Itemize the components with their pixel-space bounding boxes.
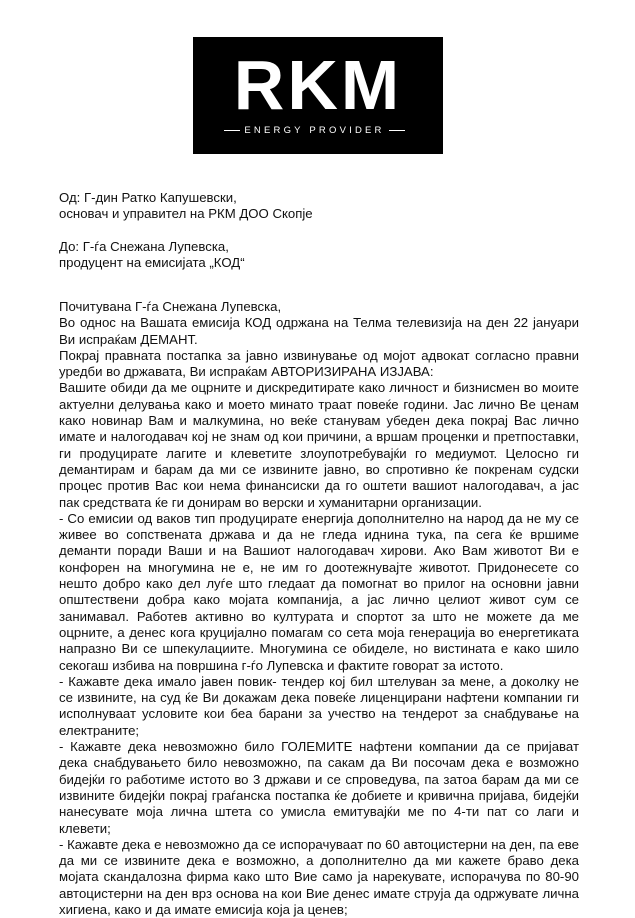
logo-main-text: RKM [233,46,403,124]
body-paragraph: Во однос на Вашата емисија КОД одржана на Телма телевизија на ден 22 јануари Ви испраќам ДЕМАНТ. [59,315,579,347]
recipient-title: продуцент на емисијата „КОД“ [59,254,245,270]
body-paragraph: Вашите обиди да ме оцрните и дискредитирате како личност и бизнисмен во моите актуелни делувања како и моето минато траат повеќе години. Јас лично Ве ценам како новинар Вам и малкумина, но веќе станувам убеден дека покрај Вас лично имате и налогодавач кој не знам од кои причини, а вршам проценки и претпоставки, ги продуцирате лагите и клеветите злоупотребувајќи го медиумот. Целосно ги демантирам и барам да ми се извините јавно, во спротивно ќе покренам судски процес против Вас кои нема финансиски да го оштети вашиот налогодавач, а јас пак средствата ќе ги донирам во верски и хуманитарни организации. [59,380,579,510]
logo-tagline [224,124,405,137]
body-paragraph: - Кажавте дека невозможно било ГОЛЕМИТЕ нафтени компании да се пријават дека снабдувањето било невозможно, па сакам да Ви посочам дека е возможно бидејќи го работиме истото во 3 држави и се спроведува, па затоа барам да ми се извините бидејќи покрај граѓанска постапка ќе добиете и кривична пријава, бидејќи нанесувате моја лична штета со умисла емитувајќи ме по 4-ти пат со лаги и клевети; [59,739,579,836]
body-paragraph: - Со емисии од ваков тип продуцирате енергија дополнително на народ да не му се живее во сопствената држава и да не гледа иднина тука, па сега ќе вршиме деманти поради Ваши и на Вашиот налогодавач хирови. Ако Вам животот Ви е конфорен на многумина не е, не им го доотежнувајте животот. Придонесете со нешто добро како дел луѓе што гледаат да помогнат во прилог на основни јавни општествени добра како мојата компанија, а јас лично целиот живот сум се занимавал. Работев активно во културата и спортот за што не можете да ме оцрните, а денес кога круцијално помагам со сета моја генерација во енергетиката напразно Ви се шпекулациите. Многумина се обиделе, но вистината е како шило секогаш избива на површина г-ѓо Лупевска и фактите говорат за истото. [59,510,579,673]
rkm-logo [193,37,443,154]
logo-tagline-text: ENERGY PROVIDER [244,125,385,136]
letter-body [59,299,579,918]
salutation: Почитувана Г-ѓа Снежана Лупевска, [59,299,282,314]
body-paragraph: - Кажавте дека имало јавен повик- тендер кој бил штелуван за мене, а доколку не се извините, на суд ќе Ви докажам дека повеќе лиценцирани нафтени компании ги исполнуваат условите кои беа барани за учество на тендерот за снабдување на електраните; [59,673,579,738]
recipient-name: До: Г-ѓа Снежана Лупевска, [59,238,229,254]
sender-title: основач и управител на РКМ ДОО Скопје [59,206,313,222]
logo-divider-left [224,130,240,131]
body-paragraph: Покрај правната постапка за јавно извинување од мојот адвокат согласно правни уредби во државата, Ви испраќам АВТОРИЗИРАНА ИЗЈАВА: [59,347,579,380]
body-paragraph: - Кажавте дека е невозможно да се испорачуваат по 60 автоцистерни на ден, па еве да ми се извините дека е возможно, а дополнително да ми кажете браво дека мојата скандалозна фирма како што Вие само ја нарекувате, испорачува по 80-90 автоцистерни на ден врз основа на кои Вие денес имате струја да одржувате лична хигиена, како и да имате емисија која ја ценев; [59,836,579,917]
sender-name: Од: Г-дин Ратко Капушевски, [59,190,237,205]
logo-divider-right [389,130,405,131]
letter-header [59,190,579,271]
